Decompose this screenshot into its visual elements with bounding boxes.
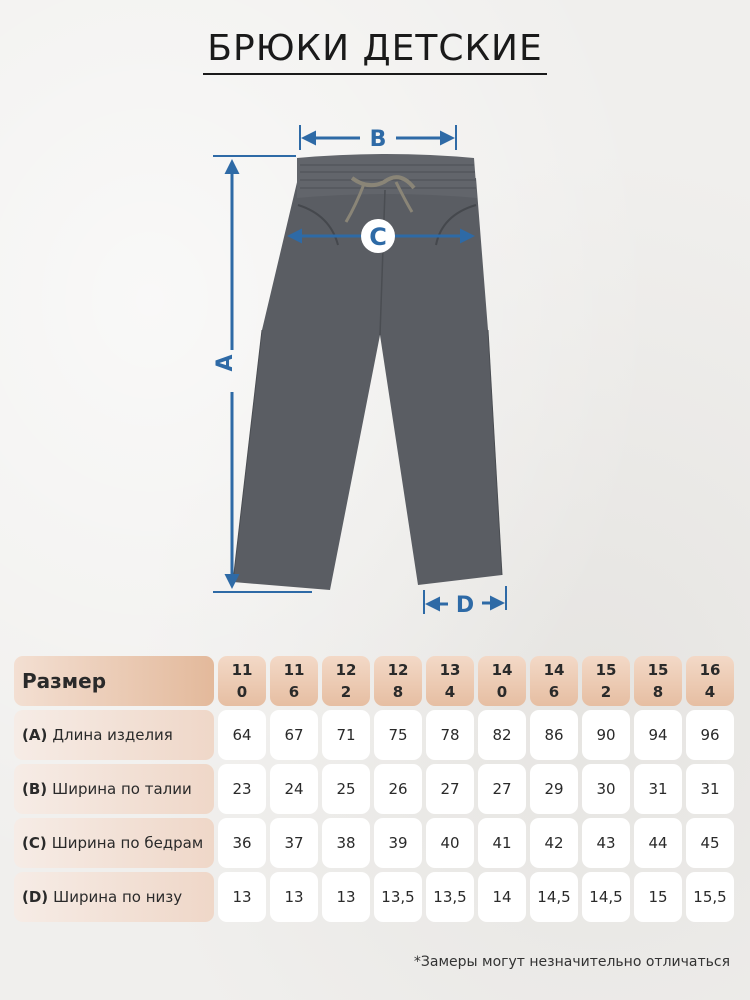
table-row xyxy=(14,764,738,814)
dimension-d-arrow xyxy=(424,586,506,618)
dimension-c-label: C xyxy=(369,223,387,251)
size-header-cell: 134 xyxy=(426,656,474,706)
value-cell: 13,5 xyxy=(374,872,422,922)
row-label xyxy=(14,764,214,814)
size-header-cell: 152 xyxy=(582,656,630,706)
value-cell: 27 xyxy=(478,764,526,814)
value-cell: 31 xyxy=(634,764,682,814)
size-header-cell: 146 xyxy=(530,656,578,706)
size-header-cell: 164 xyxy=(686,656,734,706)
value-cell: 13 xyxy=(270,872,318,922)
page-title: БРЮКИ ДЕТСКИЕ xyxy=(0,28,750,69)
value-cell: 36 xyxy=(218,818,266,868)
value-cell: 44 xyxy=(634,818,682,868)
row-code: (A) xyxy=(22,726,48,744)
size-header-cell: 116 xyxy=(270,656,318,706)
value-cell: 67 xyxy=(270,710,318,760)
row-name: Ширина по талии xyxy=(52,780,192,798)
row-name: Длина изделия xyxy=(52,726,173,744)
value-cell: 30 xyxy=(582,764,630,814)
value-cell: 42 xyxy=(530,818,578,868)
value-cell: 45 xyxy=(686,818,734,868)
value-cell: 15,5 xyxy=(686,872,734,922)
value-cell: 15 xyxy=(634,872,682,922)
row-label xyxy=(14,872,214,922)
value-cell: 39 xyxy=(374,818,422,868)
value-cell: 26 xyxy=(374,764,422,814)
row-code: (C) xyxy=(22,834,47,852)
value-cell: 64 xyxy=(218,710,266,760)
value-cell: 31 xyxy=(686,764,734,814)
value-cell: 75 xyxy=(374,710,422,760)
row-label xyxy=(14,818,214,868)
value-cell: 37 xyxy=(270,818,318,868)
value-cell: 13,5 xyxy=(426,872,474,922)
value-cell: 14,5 xyxy=(582,872,630,922)
value-cell: 78 xyxy=(426,710,474,760)
pants-illustration xyxy=(233,154,502,590)
dimension-a-label: A xyxy=(213,354,238,372)
table-row xyxy=(14,710,738,760)
row-code: (D) xyxy=(22,888,49,906)
size-header-label: Размер xyxy=(14,656,214,706)
value-cell: 13 xyxy=(218,872,266,922)
value-cell: 13 xyxy=(322,872,370,922)
value-cell: 14,5 xyxy=(530,872,578,922)
row-code: (B) xyxy=(22,780,48,798)
value-cell: 43 xyxy=(582,818,630,868)
row-name: Ширина по бедрам xyxy=(51,834,204,852)
value-cell: 38 xyxy=(322,818,370,868)
size-header-cell: 140 xyxy=(478,656,526,706)
dimension-d-label: D xyxy=(455,593,475,618)
value-cell: 71 xyxy=(322,710,370,760)
measurement-disclaimer: *Замеры могут незначительно отличаться xyxy=(413,954,730,970)
value-cell: 94 xyxy=(634,710,682,760)
value-cell: 25 xyxy=(322,764,370,814)
value-cell: 86 xyxy=(530,710,578,760)
size-header-cell: 128 xyxy=(374,656,422,706)
size-table-header xyxy=(14,656,738,706)
size-table xyxy=(14,656,738,926)
value-cell: 90 xyxy=(582,710,630,760)
size-header-cell: 158 xyxy=(634,656,682,706)
value-cell: 82 xyxy=(478,710,526,760)
dimension-b-arrow xyxy=(300,125,456,152)
value-cell: 14 xyxy=(478,872,526,922)
size-header-cell: 110 xyxy=(218,656,266,706)
value-cell: 27 xyxy=(426,764,474,814)
value-cell: 23 xyxy=(218,764,266,814)
table-row xyxy=(14,818,738,868)
row-label xyxy=(14,710,214,760)
value-cell: 29 xyxy=(530,764,578,814)
value-cell: 41 xyxy=(478,818,526,868)
value-cell: 24 xyxy=(270,764,318,814)
dimension-b-label: B xyxy=(369,127,387,152)
value-cell: 96 xyxy=(686,710,734,760)
table-row xyxy=(14,872,738,922)
size-header-cell: 122 xyxy=(322,656,370,706)
value-cell: 40 xyxy=(426,818,474,868)
row-name: Ширина по низу xyxy=(53,888,183,906)
